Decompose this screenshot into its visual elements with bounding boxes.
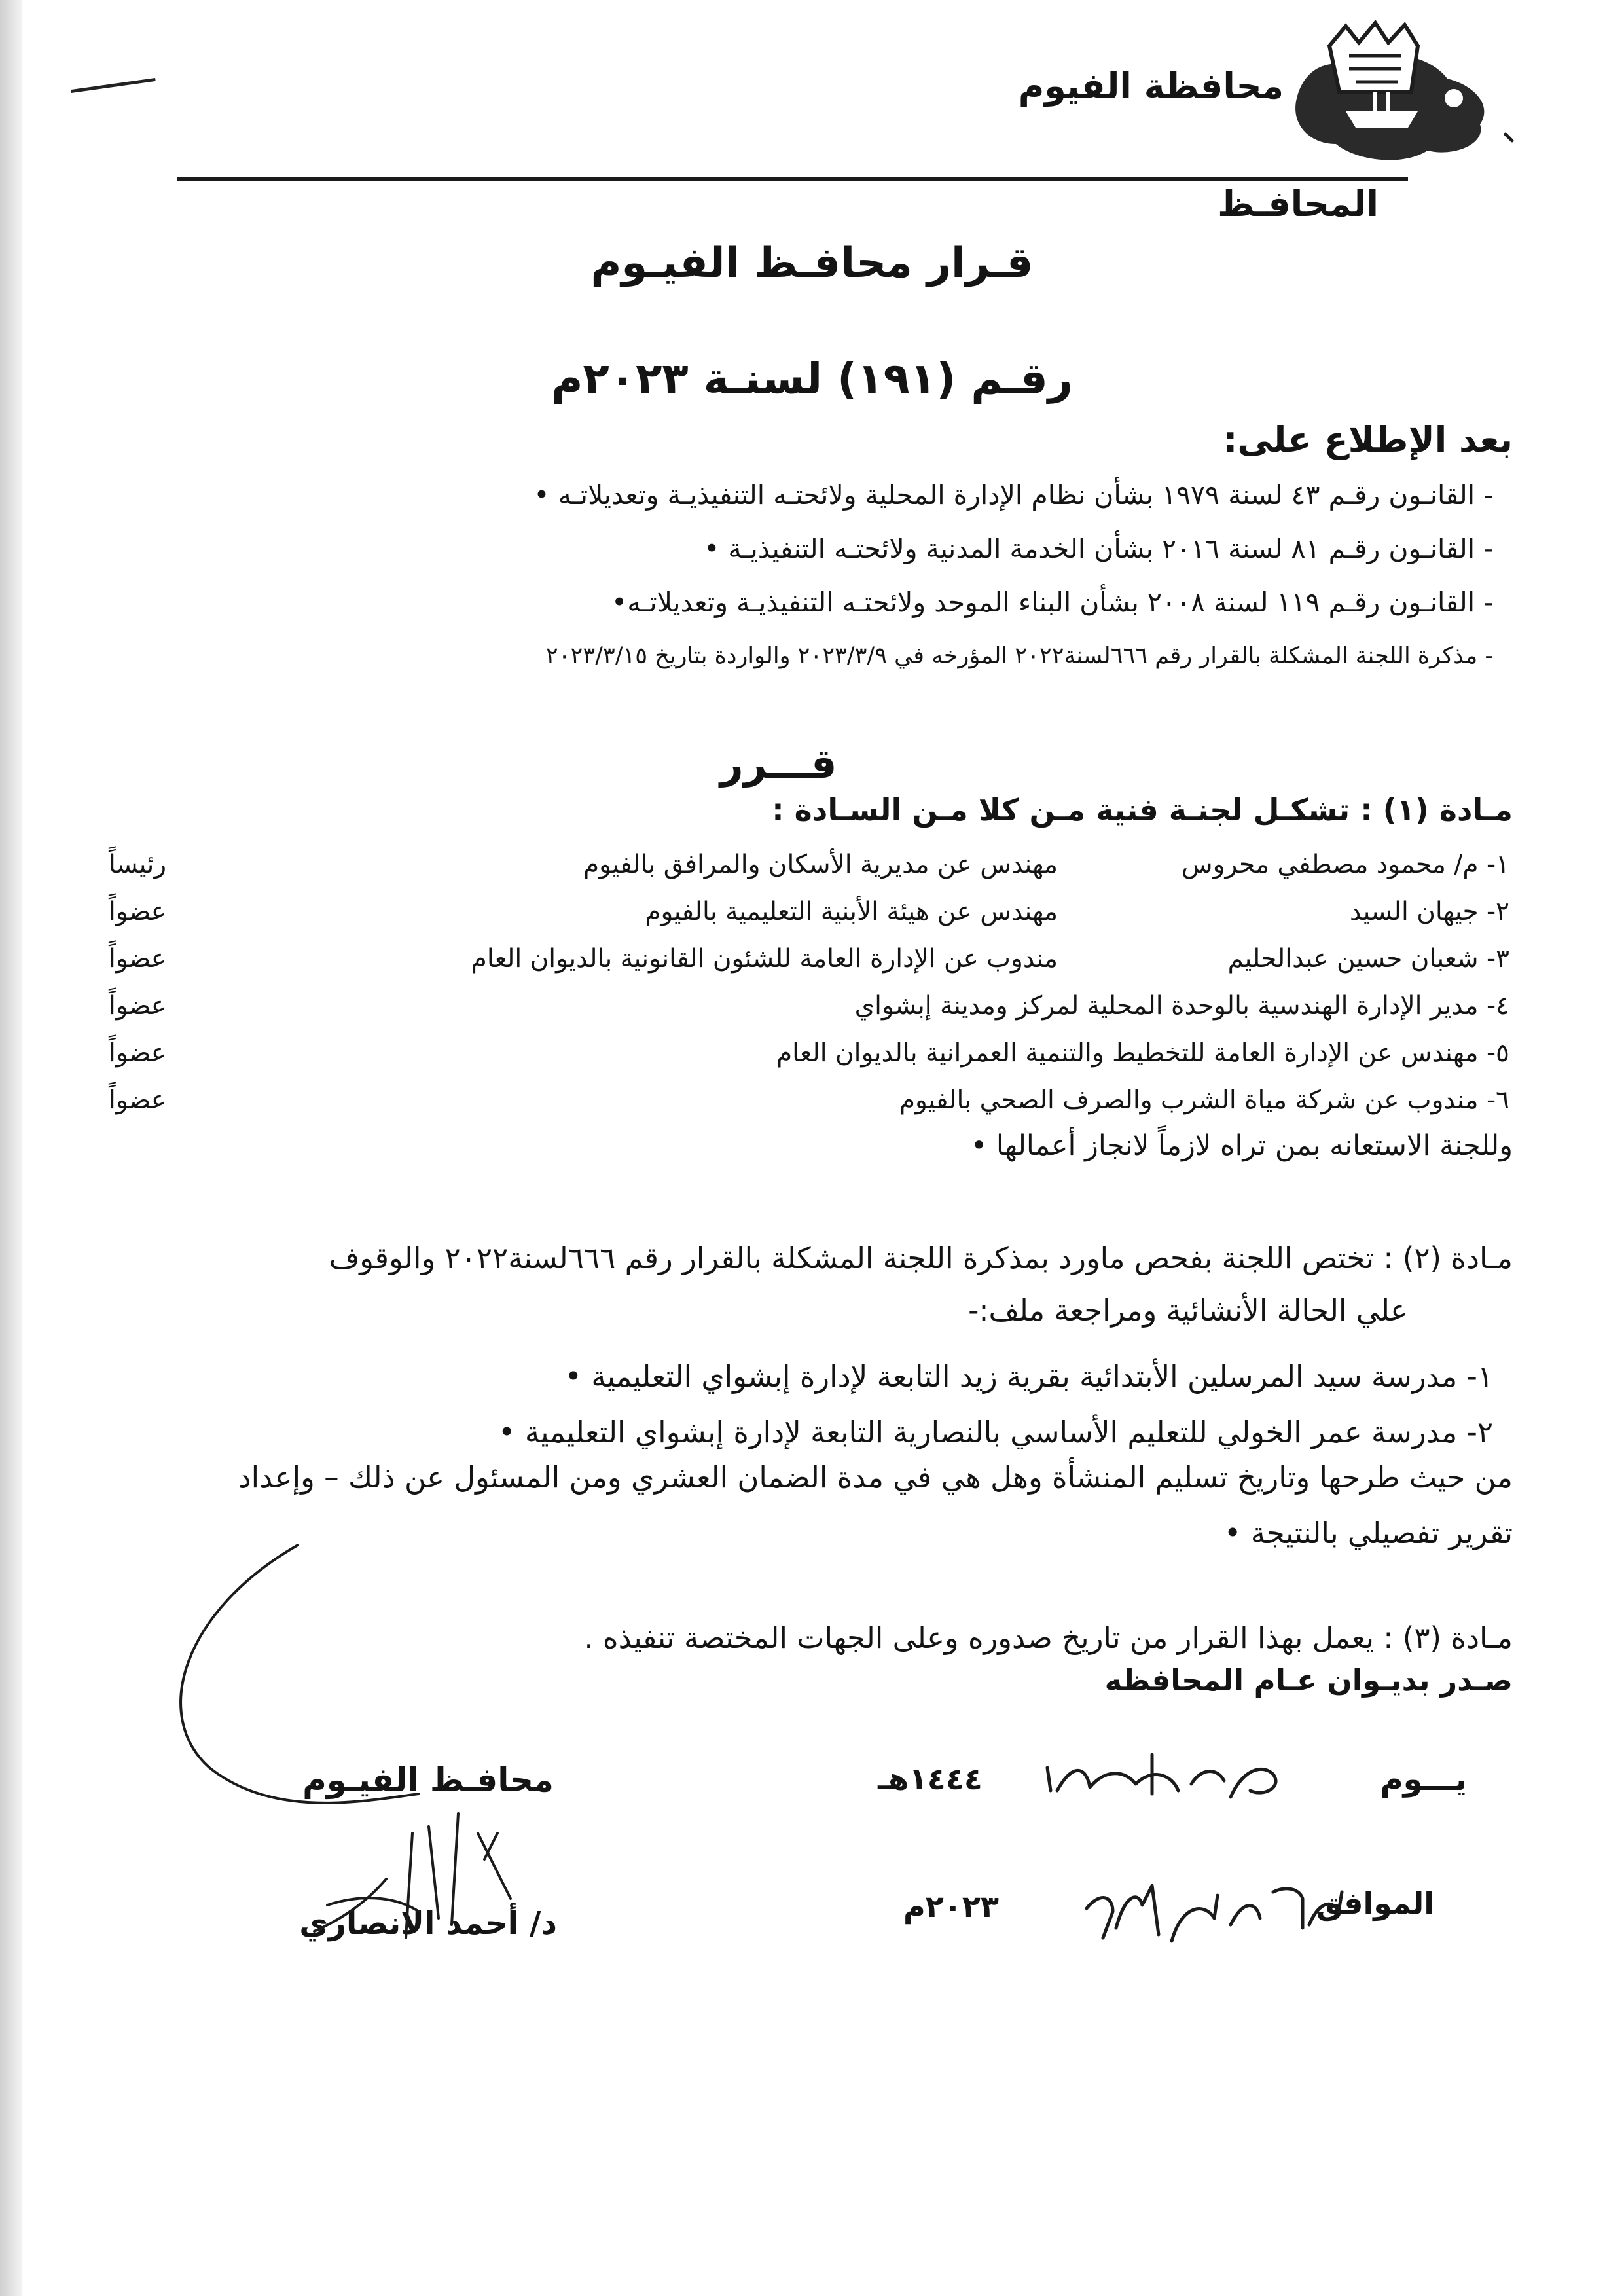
- member-name: ٢- جيهان السيد: [1350, 897, 1509, 926]
- scan-dot: [1506, 134, 1512, 141]
- hijri-year: ١٤٤٤هـ: [878, 1761, 983, 1796]
- governor-name: د/ أحمد الانصاري: [299, 1905, 557, 1942]
- member-title: عضواً: [109, 1038, 167, 1068]
- signature: [181, 1545, 511, 1938]
- issued-at: صـدر بديـوان عـام المحافظه: [1104, 1663, 1513, 1698]
- reference-item: - مذكرة اللجنة المشكلة بالقرار رقم ٦٦٦لسنة٢٠٢٢ المؤرخه في ٢٠٢٣/٣/٩ والواردة بتاريخ ٢٠٢٣/٣/١٥: [545, 643, 1493, 669]
- member-role: مهندس عن مديرية الأسكان والمرافق بالفيوم: [583, 850, 1058, 879]
- reference-item: - القانـون رقـم ١١٩ لسنة ٢٠٠٨ بشأن البناء الموحد ولائحتـه التنفيذيـة وتعديلاتـه•: [611, 587, 1493, 618]
- decision-title: قـرار محافـظ الفيـوم: [590, 239, 1034, 287]
- reference-item: - القانـون رقـم ٨١ لسنة ٢٠١٦ بشأن الخدمة المدنية ولائحتـه التنفيذيـة •: [704, 533, 1493, 564]
- member-title: عضواً: [109, 944, 167, 974]
- member-title: رئيساً: [109, 850, 167, 879]
- office-label: المحافـظ: [1218, 183, 1379, 225]
- member-role: ٤- مدير الإدارة الهندسية بالوحدة المحلية لمركز ومدينة إبشواي: [854, 991, 1509, 1021]
- article-2-line: علي الحالة الأنشائية ومراجعة ملف:-: [968, 1293, 1408, 1328]
- member-role: مهندس عن هيئة الأبنية التعليمية بالفيوم: [645, 897, 1058, 926]
- preamble-heading: بعد الإطلاع على:: [1223, 419, 1513, 460]
- governor-title: محافـظ الفيـوم: [302, 1761, 554, 1799]
- decided-heading: قـــرر: [720, 740, 837, 788]
- member-title: عضواً: [109, 1085, 167, 1115]
- member-role: ٦- مندوب عن شركة مياة الشرب والصرف الصحي بالفيوم: [899, 1085, 1509, 1115]
- gregorian-year: ٢٠٢٣م: [903, 1889, 999, 1924]
- reference-item: - القانـون رقـم ٤٣ لسنة ١٩٧٩ بشأن نظام الإدارة المحلية ولائحتـه التنفيذيـة وتعديلاتـه •: [533, 479, 1493, 511]
- day-label: يـــوم: [1380, 1761, 1467, 1798]
- governorate-name: محافظة الفيوم: [1018, 65, 1284, 107]
- article-2-line: تقرير تفصيلي بالنتيجة •: [1223, 1516, 1513, 1550]
- handwritten-gregorian-date: [1087, 1886, 1342, 1941]
- decision-number: رقـم (١٩١) لسنـة ٢٠٢٣م: [551, 354, 1073, 404]
- article-1-heading: مـادة (١) : تشكـل لجنـة فنية مـن كلا مـن السـادة :: [772, 792, 1513, 828]
- article-2-line: مـادة (٢) : تختص اللجنة بفحص ماورد بمذكرة اللجنة المشكلة بالقرار رقم ٦٦٦لسنة٢٠٢٢ والوقوف: [329, 1241, 1513, 1275]
- member-title: عضواً: [109, 897, 167, 926]
- school-item: ٢- مدرسة عمر الخولي للتعليم الأساسي بالنصارية التابعة لإدارة إبشواي التعليمية •: [498, 1415, 1493, 1449]
- member-role: مندوب عن الإدارة العامة للشئون القانونية بالديوان العام: [471, 944, 1058, 974]
- handwritten-hijri-date: [1047, 1755, 1276, 1797]
- member-name: ١- م/ محمود مصطفي محروس: [1182, 850, 1509, 879]
- member-title: عضواً: [109, 991, 167, 1021]
- committee-note: وللجنة الاستعانه بمن تراه لازماً لانجاز أعمالها •: [970, 1129, 1513, 1162]
- member-role: ٥- مهندس عن الإدارة العامة للتخطيط والتنمية العمرانية بالديوان العام: [776, 1038, 1509, 1068]
- corresponding-label: الموافق: [1316, 1886, 1434, 1921]
- member-name: ٣- شعبان حسين عبدالحليم: [1227, 944, 1509, 974]
- article-2-line: من حيث طرحها وتاريخ تسليم المنشأة وهل هي في مدة الضمان العشري ومن المسئول عن ذلك – وإعداد: [238, 1460, 1513, 1495]
- school-item: ١- مدرسة سيد المرسلين الأبتدائية بقرية زيد التابعة لإدارة إبشواي التعليمية •: [564, 1359, 1493, 1394]
- article-3: مـادة (٣) : يعمل بهذا القرار من تاريخ صدوره وعلى الجهات المختصة تنفيذه .: [584, 1620, 1513, 1655]
